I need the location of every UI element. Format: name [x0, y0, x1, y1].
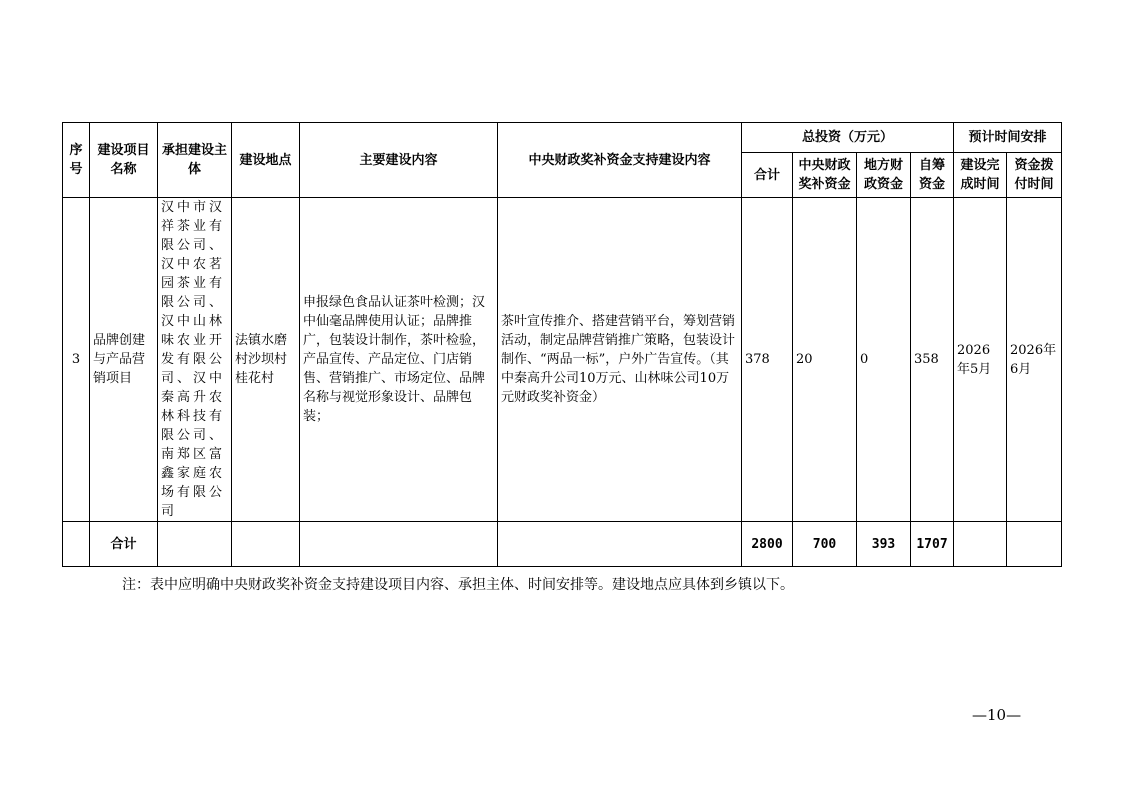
total-empty-completion [954, 522, 1007, 567]
total-empty-main-content [300, 522, 498, 567]
header-project-name: 建设项目名称 [90, 123, 158, 198]
total-self-fund: 1707 [911, 522, 954, 567]
cell-central-fund: 20 [793, 198, 857, 522]
header-serial: 序号 [63, 123, 90, 198]
page-number: —10— [972, 706, 1022, 724]
cell-project-name: 品牌创建与产品营销项目 [90, 198, 158, 522]
cell-main-content: 申报绿色食品认证茶叶检测；汉中仙毫品牌使用认证；品牌推广，包装设计制作，茶叶检验，产品宣传、产品定位、门店销售、营销推广、市场定位、品牌名称与视觉形象设计、品牌包装； [300, 198, 498, 522]
cell-completion-time: 2026年5月 [954, 198, 1007, 522]
header-location: 建设地点 [232, 123, 300, 198]
total-sum: 2800 [742, 522, 793, 567]
totals-row [63, 522, 1062, 567]
total-local-fund: 393 [857, 522, 911, 567]
header-schedule: 预计时间安排 [954, 123, 1062, 153]
header-central-support: 中央财政奖补资金支持建设内容 [498, 123, 742, 198]
footnote: 注：表中应明确中央财政奖补资金支持建设项目内容、承担主体、时间安排等。建设地点应具体到乡镇以下。 [122, 577, 794, 593]
total-empty-central-support [498, 522, 742, 567]
total-empty-undertaker [158, 522, 232, 567]
header-total-investment: 总投资（万元） [742, 123, 954, 153]
header-main-content: 主要建设内容 [300, 123, 498, 198]
cell-undertaker: 汉中市汉祥茶业有限公司、汉中农茗园茶业有限公司、汉中山林味农业开发有限公司、汉中秦高升农林科技有限公司、南郑区富鑫家庭农场有限公司 [158, 198, 232, 522]
investment-table [62, 122, 1062, 567]
cell-self-fund: 358 [911, 198, 954, 522]
total-empty-location [232, 522, 300, 567]
cell-serial: 3 [63, 198, 90, 522]
cell-payment-time: 2026年6月 [1007, 198, 1062, 522]
header-undertaker: 承担建设主体 [158, 123, 232, 198]
header-completion-time: 建设完成时间 [954, 153, 1007, 198]
cell-local-fund: 0 [857, 198, 911, 522]
header-self-fund: 自筹资金 [911, 153, 954, 198]
header-row-1 [63, 123, 1062, 153]
cell-central-support: 茶叶宣传推介、搭建营销平台，筹划营销活动，制定品牌营销推广策略，包装设计制作、“两品一标”，户外广告宣传。（其中秦高升公司10万元、山林味公司10万元财政奖补资金） [498, 198, 742, 522]
total-empty-serial [63, 522, 90, 567]
cell-sum: 378 [742, 198, 793, 522]
header-payment-time: 资金拨付时间 [1007, 153, 1062, 198]
header-sum: 合计 [742, 153, 793, 198]
header-central-fund: 中央财政奖补资金 [793, 153, 857, 198]
total-central-fund: 700 [793, 522, 857, 567]
table-row [63, 198, 1062, 522]
total-empty-payment [1007, 522, 1062, 567]
total-label: 合计 [90, 522, 158, 567]
cell-location: 法镇水磨村沙坝村桂花村 [232, 198, 300, 522]
header-local-fund: 地方财政资金 [857, 153, 911, 198]
